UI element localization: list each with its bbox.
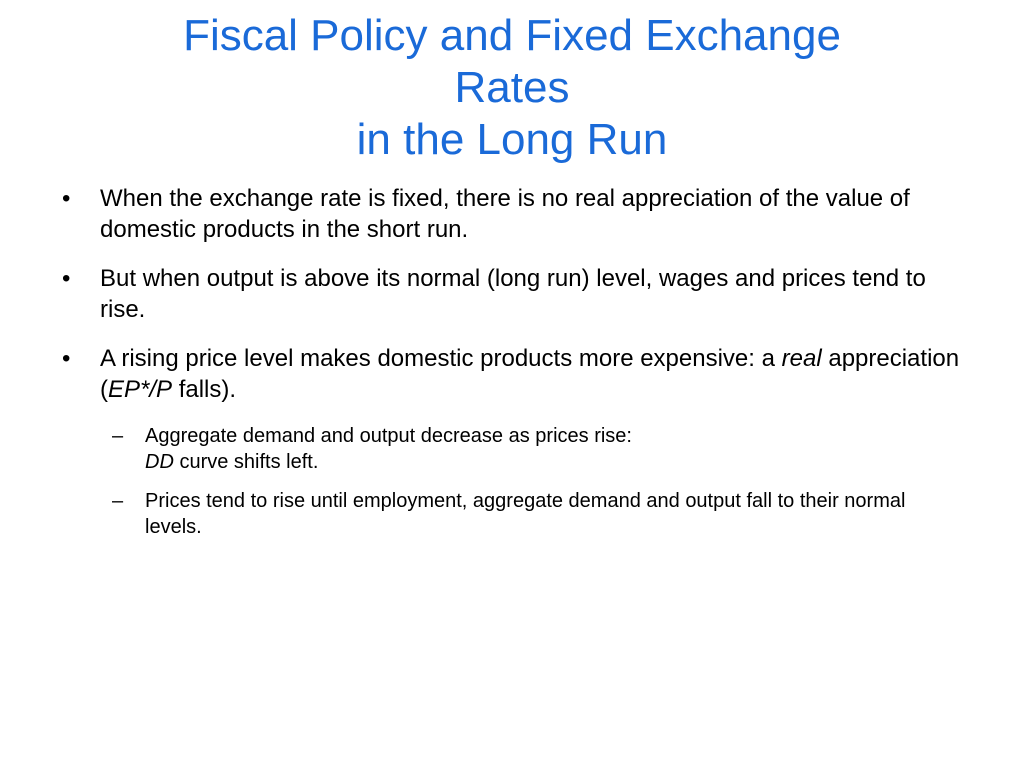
bullet-marker: • xyxy=(62,185,71,212)
title-line-1: Fiscal Policy and Fixed Exchange xyxy=(183,11,841,60)
bullet-italic-formula: EP*/P xyxy=(108,376,173,403)
subbullet-italic-term: DD xyxy=(145,451,174,473)
bullet-item xyxy=(62,263,962,325)
title-line-2: Rates xyxy=(454,63,570,112)
slide-body xyxy=(62,183,962,553)
subbullet-item xyxy=(62,423,962,475)
bullet-marker: • xyxy=(62,345,71,372)
bullet-italic-term: real xyxy=(781,345,822,372)
subbullet-text-part: curve shifts left. xyxy=(173,451,319,473)
bullet-item xyxy=(62,183,962,245)
subbullet-text-line: Aggregate demand and output decrease as prices rise: xyxy=(145,425,632,447)
subbullet-text-line xyxy=(145,449,962,475)
bullet-text-part: appreciation ( xyxy=(100,345,960,403)
title-line-3: in the Long Run xyxy=(356,115,668,164)
slide-title xyxy=(60,10,964,166)
bullet-item xyxy=(62,343,962,405)
bullet-text-part: A rising price level makes domestic products more expensive: a xyxy=(100,345,782,372)
subbullet-item xyxy=(62,488,962,540)
subbullet-marker: – xyxy=(112,425,124,447)
bullet-text-part: falls). xyxy=(172,376,237,403)
bullet-text: When the exchange rate is fixed, there is no real appreciation of the value of domestic products in the short run. xyxy=(100,185,910,243)
bullet-text: But when output is above its normal (long run) level, wages and prices tend to rise. xyxy=(100,265,926,323)
subbullet-marker: – xyxy=(112,490,124,512)
subbullet-text: Prices tend to rise until employment, aggregate demand and output fall to their normal levels. xyxy=(145,490,906,538)
bullet-marker: • xyxy=(62,265,71,292)
